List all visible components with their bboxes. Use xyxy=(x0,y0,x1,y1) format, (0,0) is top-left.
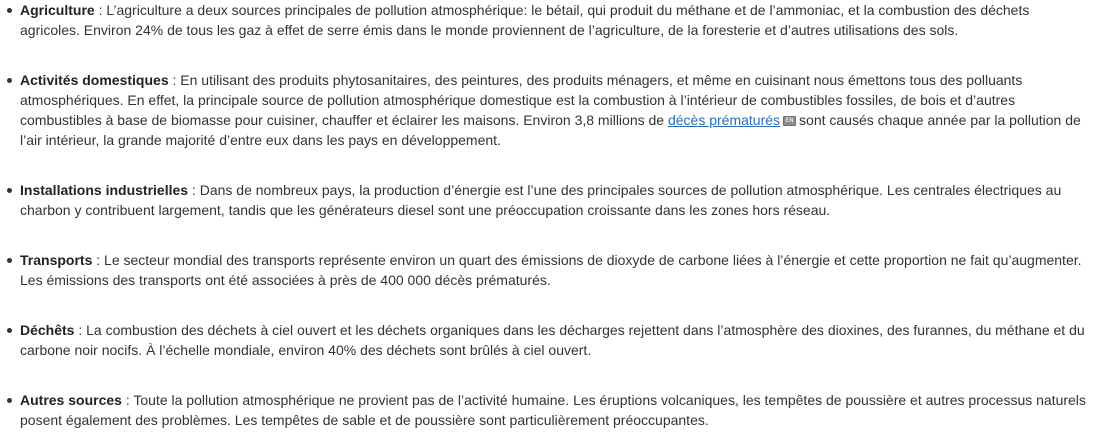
list-item-transports xyxy=(0,250,1092,290)
item-term: Installations industrielles xyxy=(20,182,189,198)
list-item-dechets xyxy=(0,320,1092,360)
item-separator: : xyxy=(168,72,181,88)
item-text-after-link: sont causés chaque année par la pollution de l’air intérieur, la grande majorité d’entre eux dans les pays en développement. xyxy=(20,112,1081,148)
item-text: La combustion des déchets à ciel ouvert et les déchets organiques dans les décharges rejettent dans l’atmosphère des dioxines, des furannes, du méthane et du carbone noir nocifs. À l’échelle mondiale, environ 40% des déchets sont brûlés à ciel ouvert. xyxy=(20,322,1085,358)
item-term: Activités domestiques xyxy=(20,72,169,88)
item-term: Déchêts xyxy=(20,322,75,338)
item-term: Agriculture xyxy=(20,2,95,18)
item-text-before-link: En utilisant des produits phytosanitaires, des peintures, des produits ménagers, et même en cuisinant nous émettons tous des polluants atmosphériques. En effet, la principale source de pollution atmosphérique domestique est la combustion à l’intérieur de combustibles fossiles, de bois et d’autres combustibles à base de biomasse pour cuisiner, chauffer et éclairer les maisons. Environ 3,8 millions de xyxy=(20,72,1023,128)
deces-prematures-link[interactable]: décès prématurés xyxy=(667,112,781,128)
item-term: Autres sources xyxy=(20,392,122,408)
item-text: L’agriculture a deux sources principales de pollution atmosphérique: le bétail, qui produit du méthane et de l’ammoniac, et la combustion des déchets agricoles. Environ 24% de tous les gaz à effet de serre émis dans le monde proviennent de l’agriculture, de la foresterie et d’autres utilisations des sols. xyxy=(20,2,1030,38)
item-term: Transports xyxy=(20,252,93,268)
list-item-agriculture xyxy=(0,0,1092,40)
list-item-activites-domestiques xyxy=(0,70,1092,150)
item-text: Le secteur mondial des transports représente environ un quart des émissions de dioxyde de carbone liées à l’énergie et cette proportion ne fait qu’augmenter. Les émissions des transports ont été associées à près de 400 000 décès prématurés. xyxy=(20,252,1082,288)
item-separator: : xyxy=(121,392,134,408)
item-text: Dans de nombreux pays, la production d’énergie est l’une des principales sources de pollution atmosphérique. Les centrales électriques au charbon y contribuent largement, tandis que les générateurs diesel sont une préoccupation croissante dans les zones hors réseau. xyxy=(20,182,1062,218)
list-item-autres-sources xyxy=(0,390,1092,430)
item-separator: : xyxy=(188,182,200,198)
item-text: Toute la pollution atmosphérique ne provient pas de l’activité humaine. Les éruptions volcaniques, les tempêtes de poussière et autres processus naturels posent également des problèmes. Les tempêtes de sable et de poussière sont particulièrement préoccupantes. xyxy=(20,392,1086,428)
list-item-installations-industrielles xyxy=(0,180,1092,220)
item-separator: : xyxy=(92,252,105,268)
item-separator: : xyxy=(94,2,107,18)
item-separator: : xyxy=(74,322,87,338)
external-language-icon: EN xyxy=(783,116,796,126)
